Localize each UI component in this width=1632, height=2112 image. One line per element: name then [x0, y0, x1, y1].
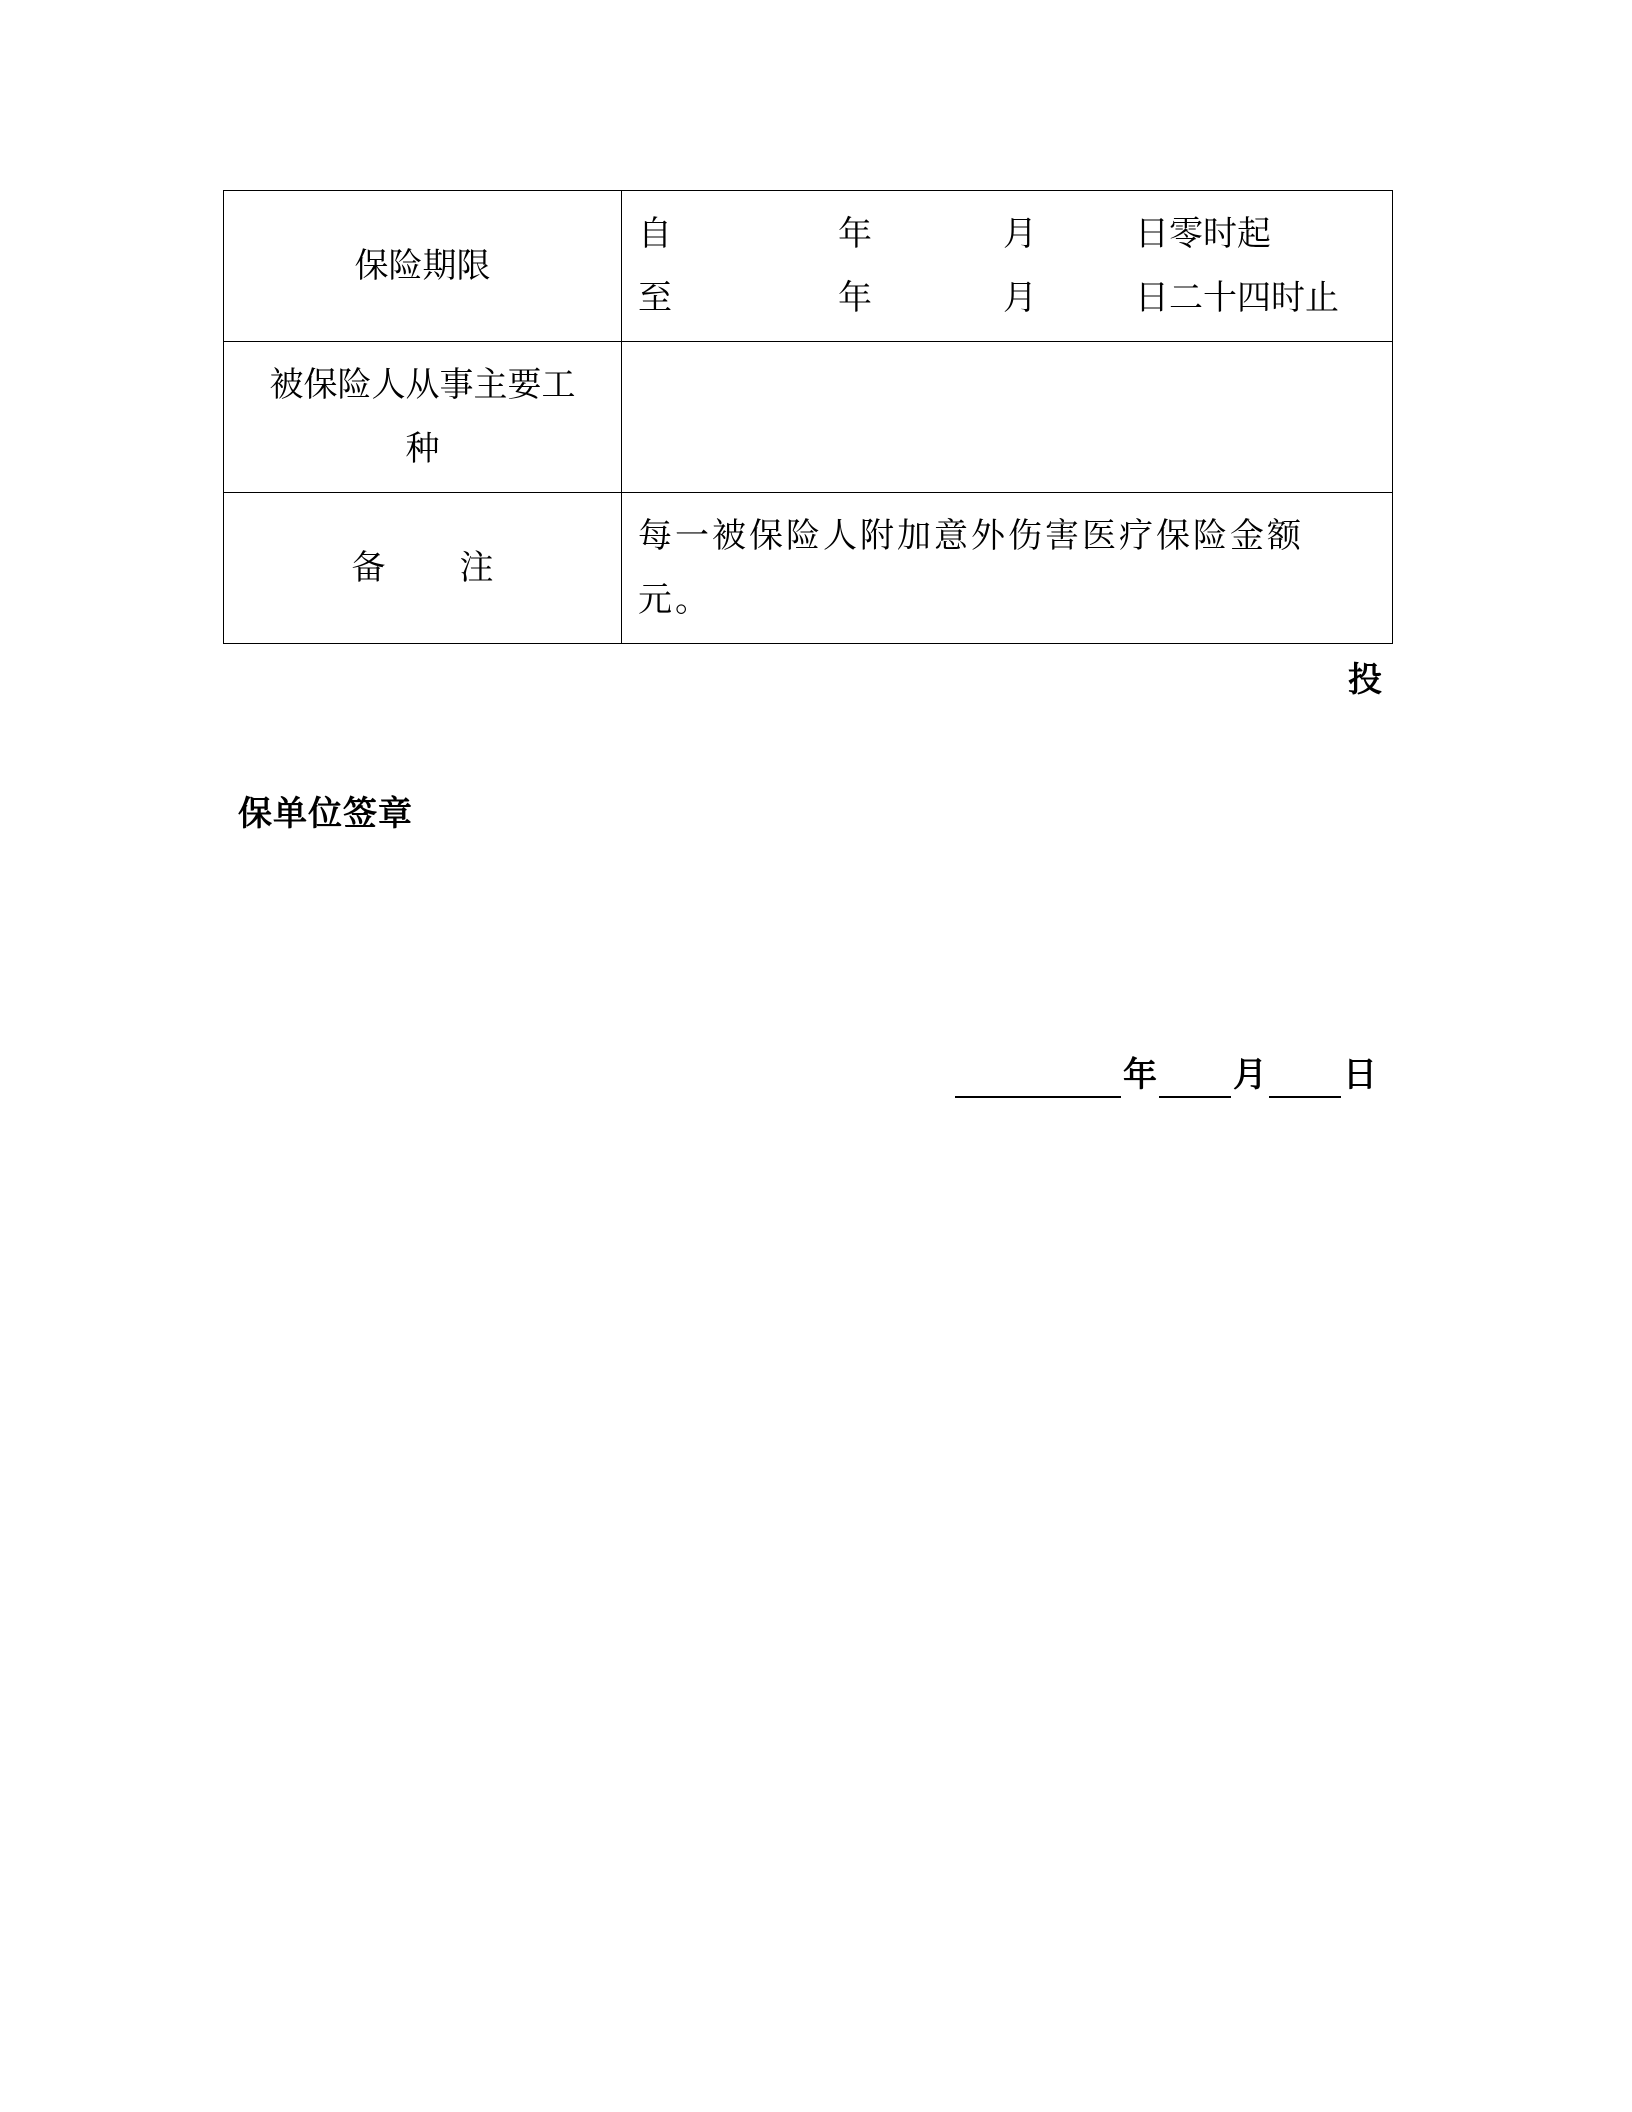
period-end-line	[638, 266, 1380, 330]
period-value-cell	[622, 191, 1393, 342]
period-start-line	[638, 202, 1380, 266]
occupation-value-cell	[622, 342, 1393, 493]
occupation-label-line2: 种	[405, 429, 440, 469]
period-start-year-unit: 年	[838, 214, 872, 254]
remark-label-char2: 注	[459, 548, 494, 588]
period-end-prefix: 至	[638, 278, 672, 318]
day-blank	[1269, 1050, 1341, 1098]
occupation-label-line1: 被保险人从事主要工	[269, 365, 576, 405]
remark-label-char1: 备	[351, 548, 386, 588]
period-end-suffix: 日二十四时止	[1135, 278, 1339, 318]
insurance-form-table	[223, 190, 1393, 644]
period-start-suffix: 日零时起	[1135, 214, 1271, 254]
signature-date	[955, 1050, 1379, 1100]
period-row	[224, 191, 1393, 342]
period-end-month-unit: 月	[1003, 278, 1037, 318]
period-start-month-unit: 月	[1003, 214, 1037, 254]
month-blank	[1159, 1050, 1231, 1098]
period-label: 保险期限	[354, 246, 491, 286]
occupation-label-cell	[224, 342, 622, 493]
signature-label: 保单位签章	[238, 794, 413, 834]
remark-text-line1: 每一被保险人附加意外伤害医疗保险金额	[638, 516, 1304, 556]
day-unit: 日	[1343, 1055, 1377, 1095]
tou-character: 投	[1348, 660, 1382, 700]
month-unit: 月	[1233, 1055, 1267, 1095]
period-start-prefix: 自	[638, 214, 672, 254]
remark-value-cell	[622, 493, 1393, 644]
remark-row	[224, 493, 1393, 644]
occupation-row	[224, 342, 1393, 493]
year-unit: 年	[1123, 1055, 1157, 1095]
remark-label-cell	[224, 493, 622, 644]
year-blank	[955, 1050, 1121, 1098]
period-label-cell	[224, 191, 622, 342]
period-end-year-unit: 年	[838, 278, 872, 318]
remark-text-line2: 元。	[638, 580, 712, 620]
